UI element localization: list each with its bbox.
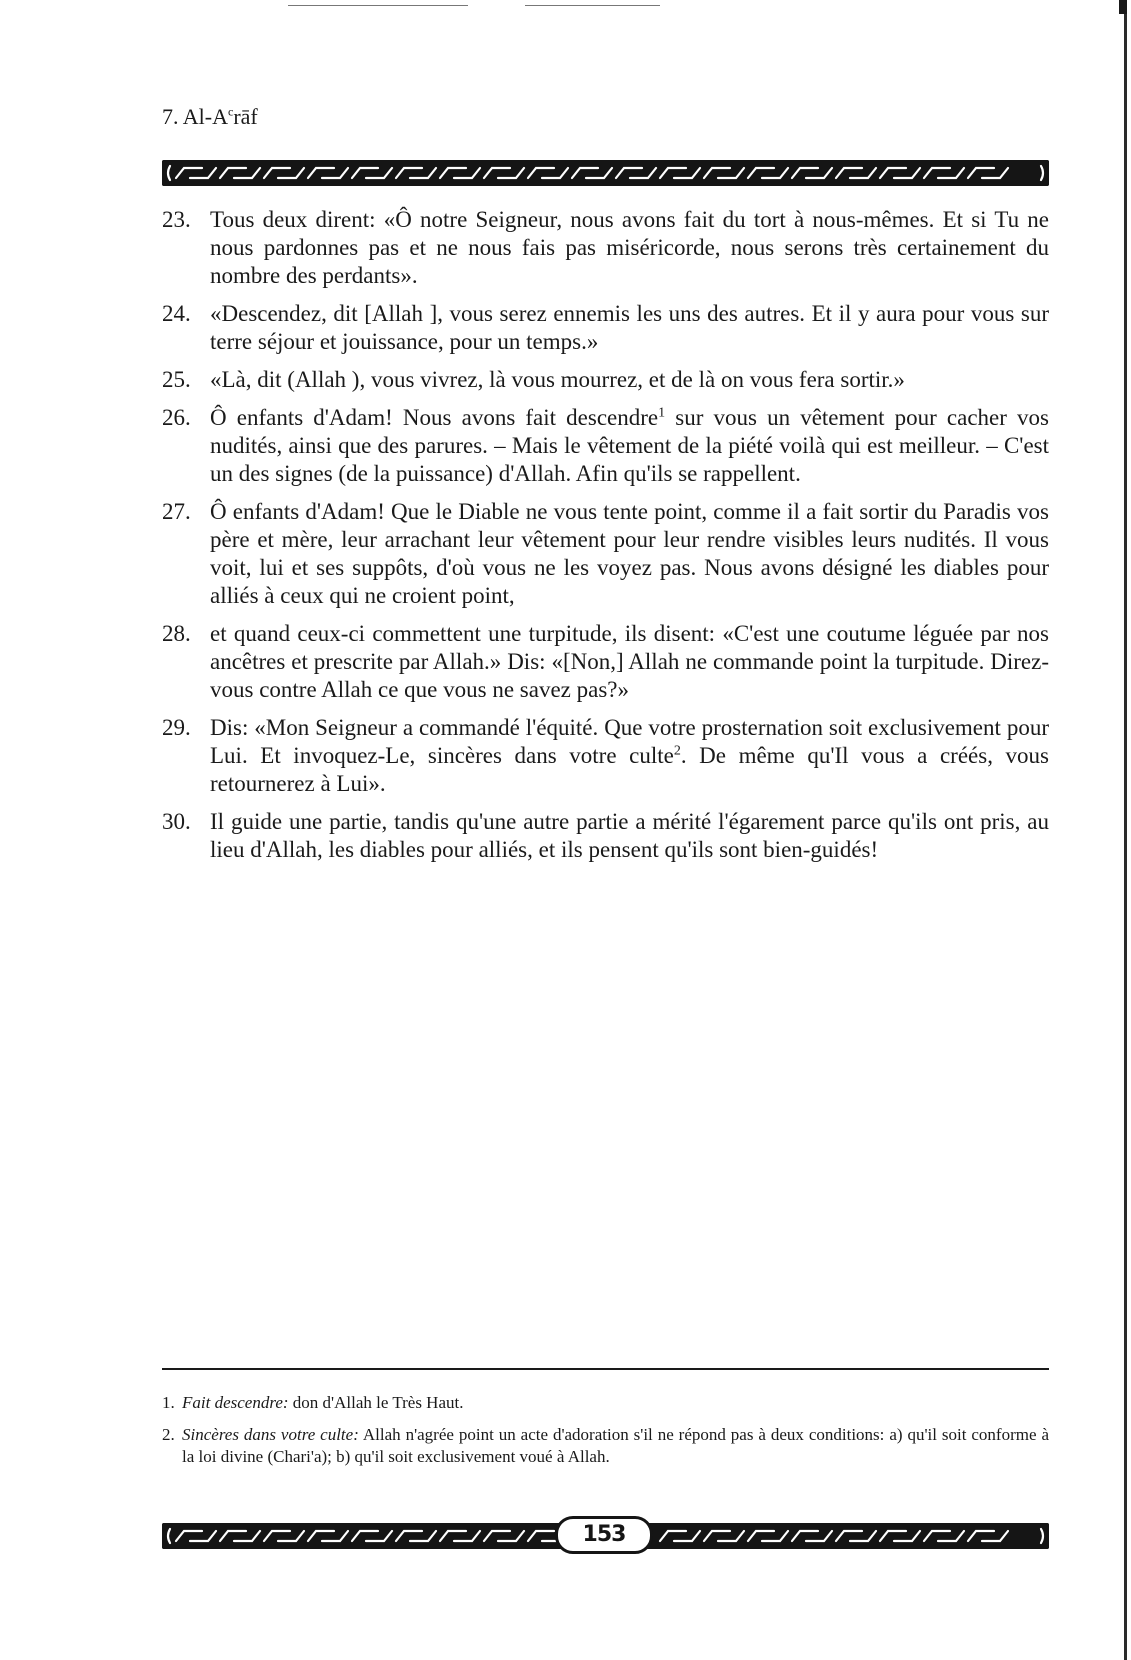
verse-number: 29. (162, 715, 191, 740)
footnote (162, 1392, 1049, 1414)
verse (162, 404, 1049, 488)
verse-text: Dis: «Mon Seigneur a commandé l'équité. Que votre prosternation soit exclusivement pour Lui. Et invoquez-Le, sincères dans votre culte$^2$. De même qu'Il vous a créés, vous retournerez à Lui». (210, 715, 1049, 796)
verse (162, 620, 1049, 704)
verse-text: Il guide une partie, tandis qu'une autre partie a mérité l'égarement parce qu'ils ont pris, au lieu d'Allah, les diables pour alliés, et ils pensent qu'ils sont bien-guidés! (210, 809, 1049, 862)
verse-number: 25. (162, 367, 191, 392)
page-edge (1124, 0, 1127, 1660)
verse-list (162, 206, 1049, 874)
scan-artifact-line (288, 5, 468, 6)
footnote-text: Sincères dans votre culte: Allah n'agrée point un acte d'adoration s'il ne répond pas à deux conditions: a) qu'il soit conforme à la loi divine (Chari'a); b) qu'il soit exclusivement voué à Allah. (182, 1425, 1050, 1466)
verse (162, 498, 1049, 610)
verse (162, 366, 1049, 394)
verse-text: Ô enfants d'Adam! Nous avons fait descendre$^1$ sur vous un vêtement pour cacher vos nudités, ainsi que des parures. – Mais le vêtement de la piété voilà qui est meilleur. – C'est un des signes (de la puissance) d'Allah. Afin qu'ils se rappellent. (210, 405, 1049, 486)
verse (162, 714, 1049, 798)
footnote-ref: 1 (658, 405, 666, 421)
verse-text: «Là, dit (Allah ), vous vivrez, là vous mourrez, et de là on vous fera sortir.» (210, 367, 905, 392)
verse-number: 30. (162, 809, 191, 834)
chapter-heading (162, 104, 258, 130)
verse-text: Ô enfants d'Adam! Que le Diable ne vous tente point, comme il a fait sortir du Paradis vos père et mère, leur arrachant leur vêtement pour leur rendre visibles leurs nudités. Il vous voit, lui et ses suppôts, d'où vous ne les voyez pas. Nous avons désigné les diables pour alliés à ceux qui ne croient point, (210, 499, 1049, 608)
verse (162, 206, 1049, 290)
chapter-title: $Al-A^crāf$ (182, 104, 258, 129)
ornamental-band-top (162, 160, 1049, 186)
verse-number: 24. (162, 301, 191, 326)
verse-number: 23. (162, 207, 191, 232)
chapter-number: 7. (162, 104, 179, 129)
footnote-divider (162, 1368, 1049, 1370)
verse-text: et quand ceux-ci commettent une turpitude, ils disent: «C'est une coutume léguée par nos ancêtres et prescrite par Allah.» Dis: «[Non,] Allah ne commande point la turpitude. Direz-vous contre Allah ce que vous ne savez pas?» (210, 621, 1049, 702)
scan-artifact-line (525, 5, 660, 6)
verse (162, 808, 1049, 864)
footnote-number: 2. (162, 1425, 175, 1444)
corner-mark (1119, 0, 1127, 14)
footnote-list (162, 1392, 1049, 1478)
verse-number: 26. (162, 405, 191, 430)
footnote-ref: 2 (673, 743, 681, 759)
footnote (162, 1424, 1049, 1468)
footnote-text: Fait descendre: don d'Allah le Très Haut. (182, 1393, 464, 1412)
verse-number: 27. (162, 499, 191, 524)
footnote-number: 1. (162, 1393, 175, 1412)
verse-number: 28. (162, 621, 191, 646)
verse (162, 300, 1049, 356)
verse-text: Tous deux dirent: «Ô notre Seigneur, nous avons fait du tort à nous-mêmes. Et si Tu ne nous pardonnes pas et ne nous fais pas miséricorde, nous serons très certainement du nombre des perdants». (210, 207, 1049, 288)
verse-text: «Descendez, dit [Allah ], vous serez ennemis les uns des autres. Et il y aura pour vous sur terre séjour et jouissance, pour un temps.» (210, 301, 1049, 354)
page-number: 153 (555, 1516, 653, 1554)
